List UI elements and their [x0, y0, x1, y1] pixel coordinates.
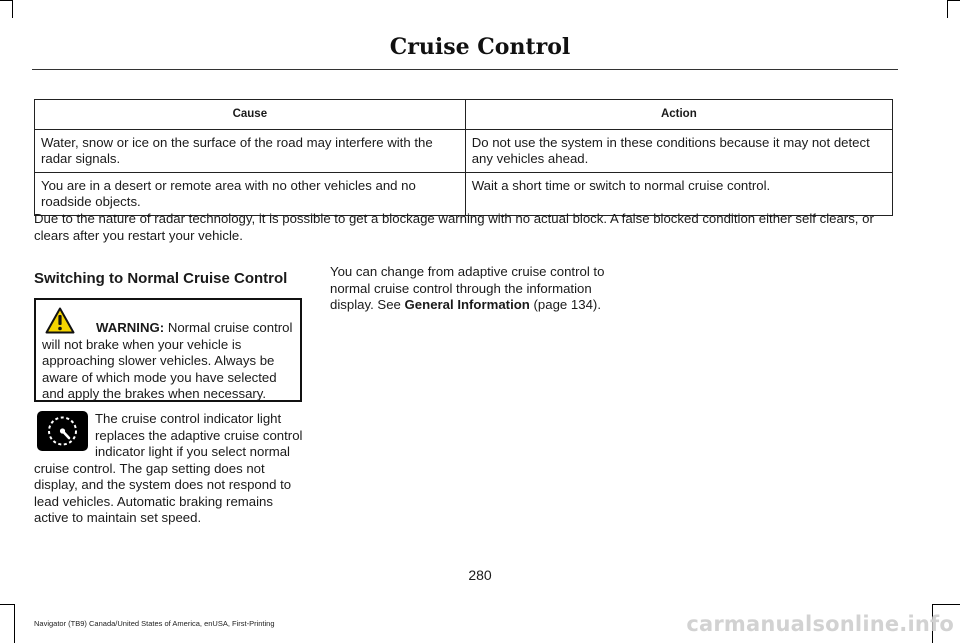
table-header-row	[35, 100, 893, 130]
action-cell: Do not use the system in these conditions because it may not detect any vehicles ahead.	[465, 130, 892, 173]
table-row	[35, 130, 893, 173]
cause-cell: Water, snow or ice on the surface of the road may interfere with the radar signals.	[35, 130, 466, 173]
warning-text	[42, 320, 300, 403]
watermark: carmanualsonline.info	[686, 612, 954, 636]
general-information-link[interactable]: General Information	[404, 297, 530, 312]
cause-cell: You are in a desert or remote area with no other vehicles and no roadside objects.	[35, 173, 466, 216]
crop-mark	[932, 604, 960, 605]
column-header-action: Action	[465, 100, 892, 130]
crop-mark	[0, 0, 12, 1]
warning-body: Normal cruise control will not brake when your vehicle is approaching slower vehicles. Always be aware of which mode you have selected and apply the brakes when necessary.	[42, 320, 293, 401]
indicator-paragraph	[34, 411, 306, 527]
crop-mark	[14, 604, 15, 643]
column-header-cause: Cause	[35, 100, 466, 130]
crop-mark	[947, 0, 948, 18]
crop-mark	[0, 604, 14, 605]
header-rule	[32, 69, 898, 70]
page-title: Cruise Control	[389, 34, 571, 60]
action-cell: Wait a short time or switch to normal cruise control.	[465, 173, 892, 216]
switching-paragraph	[330, 264, 605, 314]
warning-label: WARNING:	[96, 320, 165, 335]
cause-action-table	[34, 99, 893, 216]
crop-mark	[12, 0, 13, 18]
crop-mark	[948, 0, 960, 1]
page-reference: (page 134).	[533, 297, 601, 312]
table-row	[35, 173, 893, 216]
blockage-paragraph: Due to the nature of radar technology, it is possible to get a blockage warning with no actual block. A false blocked condition either self clears, or clears after you restart your vehicle.	[34, 211, 874, 243]
warning-box	[34, 298, 302, 402]
page-number: 280	[468, 567, 492, 583]
section-heading: Switching to Normal Cruise Control	[34, 270, 288, 287]
switching-text: You can change from adaptive cruise control to normal cruise control through the information display. See	[330, 264, 605, 312]
indicator-text: The cruise control indicator light replaces the adaptive cruise control indicator light if you select normal cruise control. The gap setting does not display, and the system does not respond to lead vehicles. Automatic braking remains active to maintain set speed.	[34, 411, 303, 525]
footer-text: Navigator (TB9) Canada/United States of America, enUSA, First-Printing	[34, 619, 275, 628]
